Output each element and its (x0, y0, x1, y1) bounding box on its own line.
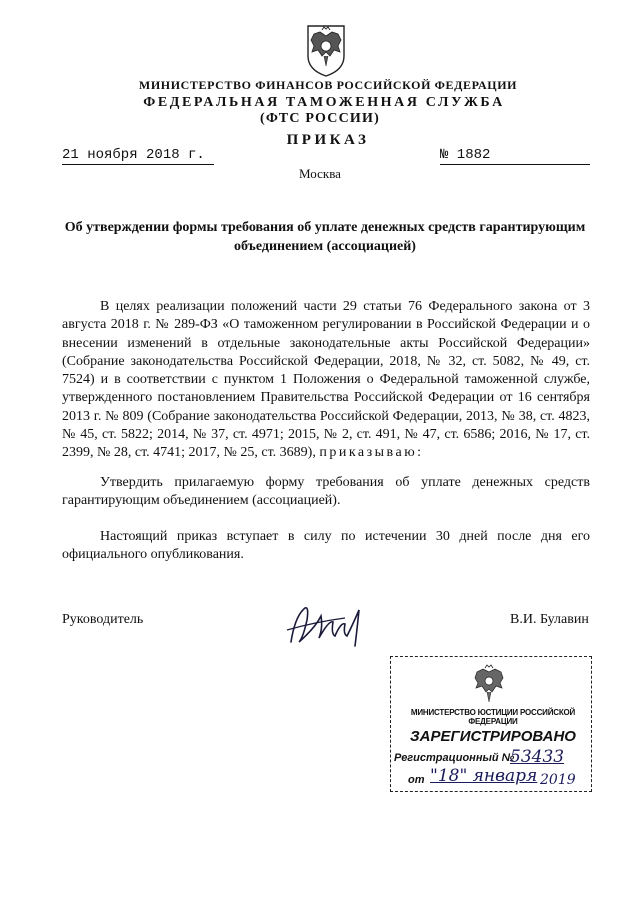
document-type: ПРИКАЗ (286, 132, 370, 148)
order-number: № 1882 (440, 146, 590, 165)
service-header: ФЕДЕРАЛЬНАЯ ТАМОЖЕННАЯ СЛУЖБА (143, 95, 505, 110)
signatory-name: В.И. Булавин (510, 612, 589, 627)
stamp-registered: ЗАРЕГИСТРИРОВАНО (410, 728, 576, 745)
order-date: 21 ноября 2018 г. (62, 146, 214, 165)
signatory-role: Руководитель (62, 612, 144, 627)
paragraph-preamble (62, 298, 590, 463)
coat-of-arms-icon (302, 22, 350, 78)
stamp-reg-year: 2019 (540, 772, 576, 788)
stamp-reg-date: "18" января (430, 766, 538, 786)
registration-stamp (390, 656, 596, 796)
paragraph-effective: Настоящий приказ вступает в силу по истечении 30 дней после дня его официального опубликования. (62, 529, 590, 563)
ministry-header: МИНИСТЕРСТВО ФИНАНСОВ РОССИЙСКОЙ ФЕДЕРАЦИИ (138, 78, 518, 92)
preamble-text: В целях реализации положений части 29 статьи 76 Федерального закона от 3 августа 2018 г. № 289-ФЗ «О таможенном регулировании в Российской Федерации и о внесении изменений в отдельные законодательные акты Российской Федерации» (Собрание законодательства Российской Федерации, 2018, № 32, ст. 5082, № 49, ст. 7524) и в соответствии с пунктом 1 Положения о Федеральной таможенной службе, утвержденного постановлением Правительства Российской Федерации от 16 сентября 2013 г. № 809 (Собрание законодательства Российской Федерации, 2013, № 38, ст. 4823, № 45, ст. 5822; 2014, № 37, ст. 4971; 2015, № 2, ст. 491, № 47, ст. 6586; 2016, № 17, ст. 2399, № 28, ст. 4741; 2017, № 25, ст. 3689), (62, 299, 590, 461)
service-abbreviation: (ФТС РОССИИ) (260, 111, 380, 126)
city: Москва (299, 166, 341, 181)
coat-of-arms-icon (470, 664, 508, 706)
handwritten-signature (285, 598, 377, 650)
stamp-reg-number: 53433 (510, 747, 565, 767)
document-title: Об утверждении формы требования об уплате денежных средств гарантирующим объединением (ассоциацией) (64, 220, 586, 254)
paragraph-approve: Утвердить прилагаемую форму требования об уплате денежных средств гарантирующим объединением (ассоциацией). (62, 475, 590, 509)
stamp-from-label: от (408, 774, 425, 786)
command-word: приказываю: (319, 445, 424, 461)
stamp-ministry: МИНИСТЕРСТВО ЮСТИЦИИ РОССИЙСКОЙ ФЕДЕРАЦИИ (410, 708, 576, 726)
stamp-reg-label: Регистрационный № (394, 752, 515, 764)
